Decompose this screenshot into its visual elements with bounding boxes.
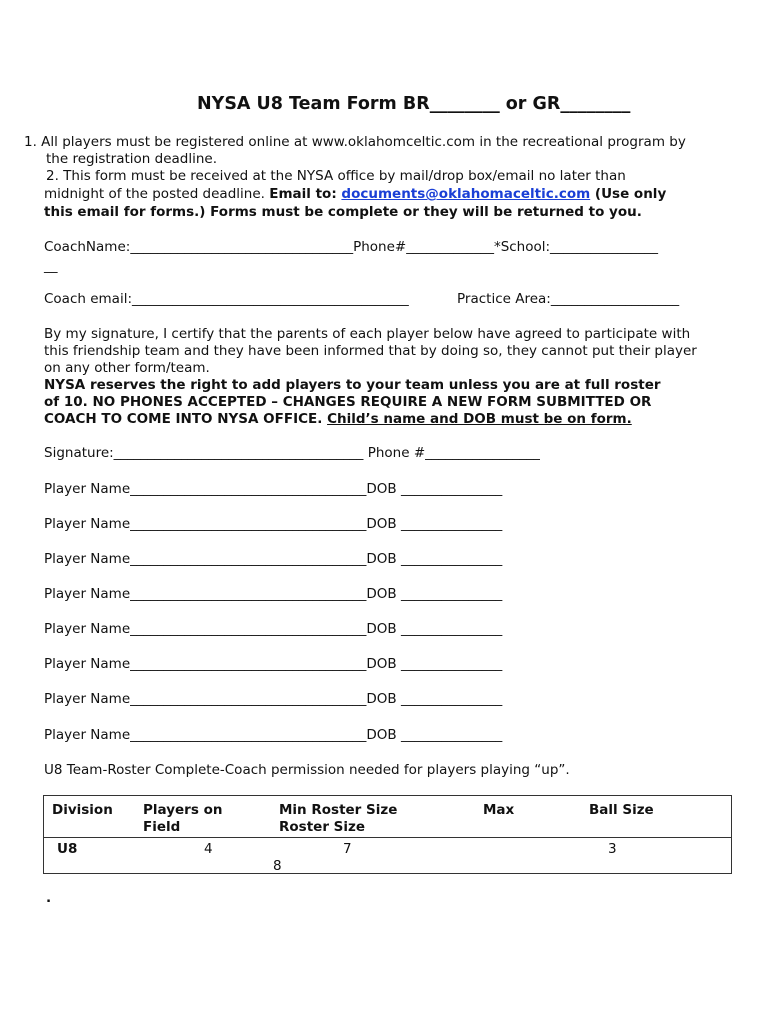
player-row[interactable]: Player Name___________________________________DOB _______________ [44,656,503,672]
roster-table [43,795,732,874]
header-max: Max [483,802,515,818]
instruction-2-prefix: midnight of the posted deadline. [44,186,270,202]
coach-email-field[interactable]: Coach email:_________________________________________ [44,291,409,307]
cell-players: 4 [204,841,213,857]
form-title: NYSA U8 Team Form BR________ or GR________ [197,94,631,114]
instruction-2-line-3: this email for forms.) Forms must be complete or they will be returned to you. [44,204,642,220]
header-min-roster-size: Min Roster Size [279,802,398,818]
notice-line-1: NYSA reserves the right to add players to your team unless you are at full roster [44,377,661,393]
instruction-2-line-1: 2. This form must be received at the NYSA office by mail/drop box/email no later than [46,168,626,184]
header-ball-size: Ball Size [589,802,654,818]
cell-min: 7 [343,841,352,857]
coach-field-overflow: __ [44,258,58,274]
email-suffix: (Use only [590,186,667,202]
certification-line-2: this friendship team and they have been informed that by doing so, they cannot put their player [44,343,697,359]
practice-area-field[interactable]: Practice Area:___________________ [457,291,680,307]
player-row[interactable]: Player Name___________________________________DOB _______________ [44,551,503,567]
email-label: Email to: [269,186,342,202]
player-row[interactable]: Player Name___________________________________DOB _______________ [44,481,503,497]
header-players-on: Players on [143,802,223,818]
header-field: Field [143,819,181,835]
instruction-2-line-2 [44,186,666,202]
email-link[interactable]: documents@oklahomaceltic.com [341,186,591,202]
notice-underlined: Child’s name and DOB must be on form. [327,411,632,427]
cell-division: U8 [57,841,78,857]
signature-phone-field[interactable]: Signature:_____________________________________ Phone #_________________ [44,445,540,461]
cell-ball: 3 [608,841,617,857]
notice-line-2: of 10. NO PHONES ACCEPTED – CHANGES REQUIRE A NEW FORM SUBMITTED OR [44,394,652,410]
roster-note: U8 Team-Roster Complete-Coach permission needed for players playing “up”. [44,762,570,778]
player-row[interactable]: Player Name___________________________________DOB _______________ [44,516,503,532]
table-row-divider [44,837,731,838]
notice-line-3 [44,411,632,427]
certification-line-3: on any other form/team. [44,360,210,376]
header-roster-size: Roster Size [279,819,366,835]
cell-max: 8 [273,858,282,874]
certification-line-1: By my signature, I certify that the parents of each player below have agreed to participate with [44,326,691,342]
player-row[interactable]: Player Name___________________________________DOB _______________ [44,586,503,602]
player-row[interactable]: Player Name___________________________________DOB _______________ [44,621,503,637]
trailing-period: . [46,890,52,906]
player-row[interactable]: Player Name___________________________________DOB _______________ [44,727,503,743]
notice-line-3-text: COACH TO COME INTO NYSA OFFICE. [44,411,328,427]
header-division: Division [52,802,113,818]
player-row[interactable]: Player Name___________________________________DOB _______________ [44,691,503,707]
instruction-1-line-2: the registration deadline. [46,151,217,167]
instruction-1-line-1: 1. All players must be registered online at www.oklahomceltic.com in the recreational program by [24,134,686,150]
coach-name-phone-school-field[interactable]: CoachName:_________________________________Phone#_____________*School:________________ [44,239,659,255]
